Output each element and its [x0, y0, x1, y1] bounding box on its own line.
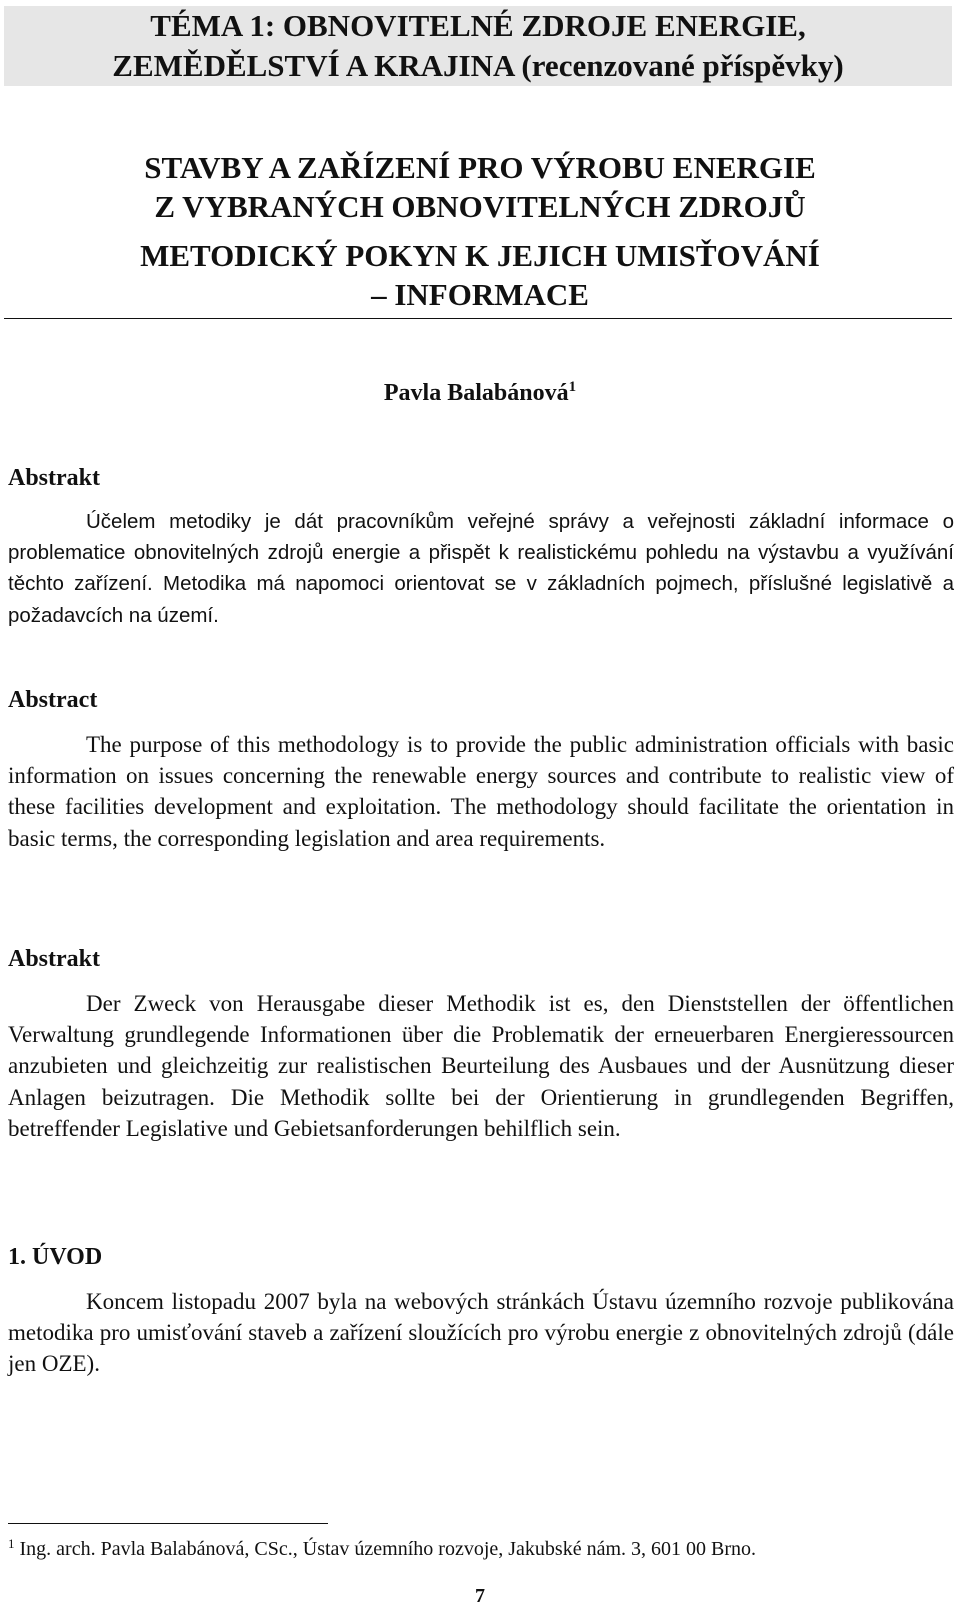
paper-title-line-1: STAVBY A ZAŘÍZENÍ PRO VÝROBU ENERGIE [144, 150, 816, 185]
page-number: 7 [475, 1585, 485, 1607]
footnote-mark: 1 [8, 1536, 15, 1551]
theme-header [4, 6, 952, 86]
title-gap [0, 226, 960, 236]
paper-title-line-4: – INFORMACE [371, 277, 589, 312]
title-divider [4, 318, 952, 319]
footnote-text: Ing. arch. Pavla Balabánová, CSc., Ústav územního rozvoje, Jakubské nám. 3, 601 00 Brno. [14, 1538, 757, 1560]
theme-header-line-1: TÉMA 1: OBNOVITELNÉ ZDROJE ENERGIE, [150, 8, 806, 43]
footnote [8, 1536, 756, 1562]
paper-title-line-3: METODICKÝ POKYN K JEJICH UMISŤOVÁNÍ [140, 238, 820, 273]
abstract-cz-heading: Abstrakt [8, 465, 101, 491]
intro-text: Koncem listopadu 2007 byla na webových stránkách Ústavu územního rozvoje publikována metodika pro umisťování staveb a zařízení sloužících pro výrobu energie z obnovitelných zdrojů (dále jen OZE). [8, 1289, 954, 1377]
author-name: Pavla Balabánová [383, 380, 569, 406]
author [0, 378, 960, 408]
paper-title [0, 148, 960, 314]
footnote-divider [8, 1523, 328, 1524]
abstract-de-heading: Abstrakt [8, 946, 101, 972]
abstract-de-text: Der Zweck von Herausgabe dieser Methodik ist es, den Dienststellen der öffentlichen Verwaltung grundlegende Informationen über die Problematik der erneuerbaren Energieressourcen anzubieten und gleichzeitig zur realistischen Beurteilung des Ausbaues und der Ausnützung dieser Anlagen beizutragen. Die Methodik sollte bei der Orientierung in grundlegenden Begriffen, betreffender Legislative und Gebietsanforderungen behilflich sein. [8, 991, 954, 1141]
abstract-en-heading: Abstract [8, 687, 98, 713]
abstract-cz-text: Účelem metodiky je dát pracovníkům veřejné správy a veřejnosti základní informace o problematice obnovitelných zdrojů energie a přispět k realistickému pohledu na výstavbu a využívání těchto zařízení. Metodika má napomoci orientovat se v základních pojmech, příslušné legislativě a požadavcích na území. [8, 510, 954, 627]
abstract-en-text: The purpose of this methodology is to provide the public administration officials with basic information on issues concerning the renewable energy sources and contribute to realistic view of these facilities development and exploitation. The methodology should facilitate the orientation in basic terms, the corresponding legislation and area requirements. [8, 732, 954, 851]
theme-header-line-2: ZEMĚDĚLSTVÍ A KRAJINA (recenzované příspěvky) [112, 48, 844, 83]
intro-heading: 1. ÚVOD [8, 1244, 103, 1270]
paper-title-line-2: Z VYBRANÝCH OBNOVITELNÝCH ZDROJŮ [154, 189, 806, 224]
author-footnote-mark[interactable]: 1 [568, 379, 577, 395]
